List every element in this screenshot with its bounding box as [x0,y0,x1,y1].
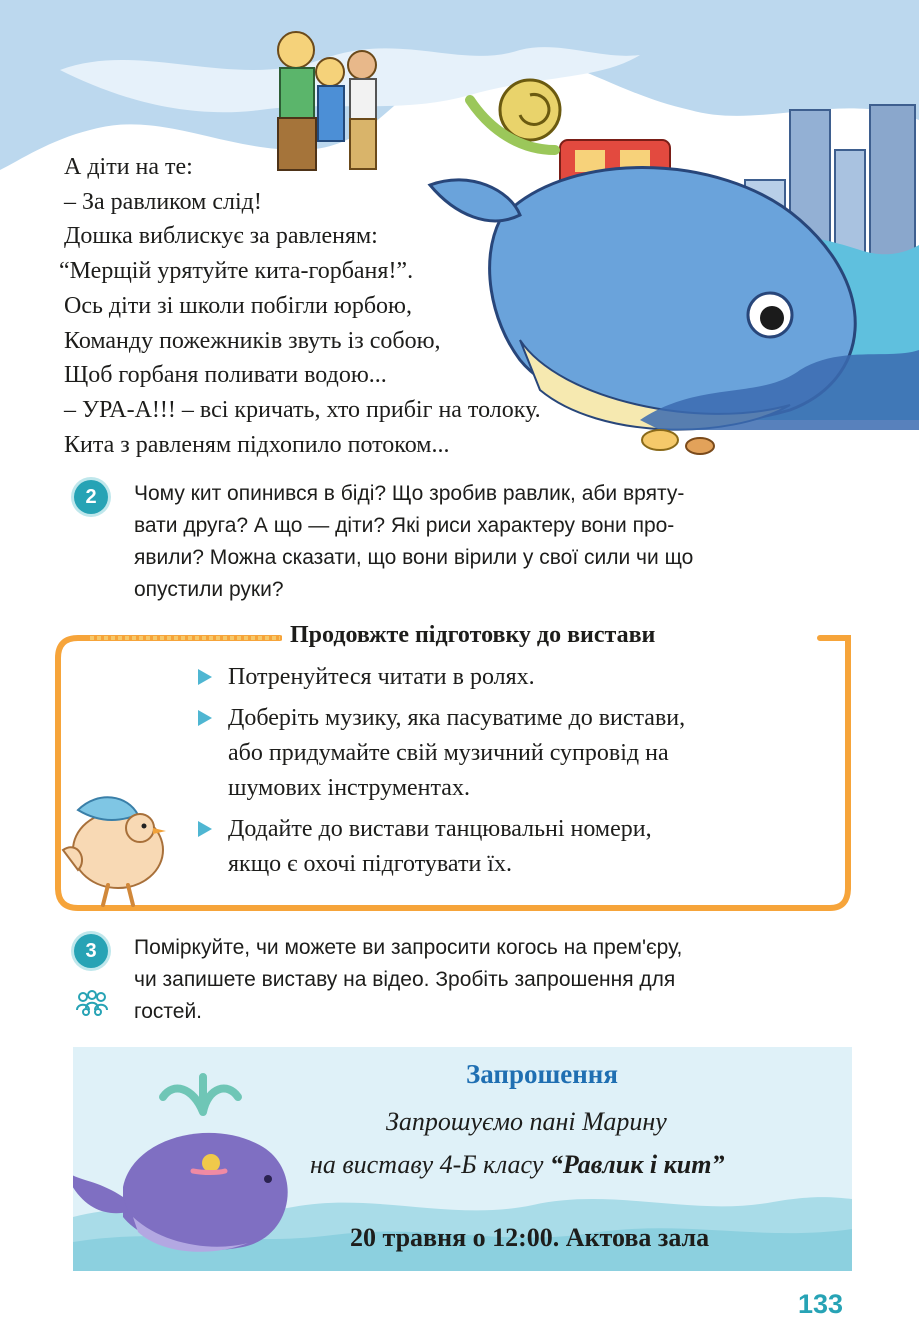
question-line: Чому кит опинився в біді? Що зробив равлик, аби вряту- [134,482,685,505]
list-item-line: Додайте до вистави танцювальні номери, [228,816,652,842]
page-number: 133 [798,1289,844,1319]
triangle-bullet-icon [198,710,212,726]
invitation-line-1: Запрошуємо пані Марину [386,1107,667,1136]
list-item [198,660,818,695]
list-item [198,812,818,882]
task-box-title: Продовжте підготовку до вистави [282,620,663,650]
list-item-line: або придумайте свій музичний супровід на [228,740,669,766]
question-3-text [134,932,854,1028]
poem-line: – УРА-А!!! – всі кричать, хто прибіг на толоку. [64,396,541,423]
invitation-line-2-prefix: на виставу 4-Б класу [310,1150,550,1179]
poem-line: – За равликом слід! [64,188,262,215]
group-work-icon [74,990,110,1020]
question-line: чи запишете виставу на відео. Зробіть запрошення для [134,968,676,991]
question-line: гостей. [134,1000,203,1023]
poem-line: А діти на те: [64,154,193,180]
question-line: явили? Можна сказати, що вони вірили у свої сили чи що [134,546,694,569]
whale-icon [73,1067,323,1257]
invitation-card [73,1047,852,1271]
list-item-line: шумових інструментах. [228,775,470,801]
question-line: опустили руки? [134,578,284,601]
list-item-line: Доберіть музику, яка пасуватиме до вистави, [228,705,686,731]
poem-line: “Мерщій урятуйте кита-горбаня!”. [59,258,414,285]
poem [59,150,664,462]
poem-line: Дошка виблискує за равленям: [64,223,378,250]
question-number-badge: 2 [74,480,108,514]
poem-line: Ось діти зі школи побігли юрбою, [64,292,412,319]
play-title: “Равлик і кит” [549,1150,725,1179]
invitation-line-2 [310,1150,724,1180]
poem-line: Щоб горбаня поливати водою... [64,362,387,389]
invitation-title: Запрошення [466,1059,618,1089]
question-2-text [134,478,854,606]
question-line: Поміркуйте, чи можете ви запросити когось на прем'єру, [134,936,683,959]
list-item [198,701,818,806]
task-list [198,660,818,882]
bird-icon [48,770,178,910]
triangle-bullet-icon [198,669,212,685]
list-item-line: Потренуйтеся читати в ролях. [228,664,535,690]
poem-line: Команду пожежників звуть із собою, [64,327,441,354]
question-number-badge: 3 [74,934,108,968]
invitation-date-place: 20 травня о 12:00. Актова зала [350,1223,710,1252]
poem-line: Кита з равленям підхопило потоком... [64,431,450,458]
triangle-bullet-icon [198,821,212,837]
list-item-line: якщо є охочі підготувати їх. [228,851,512,877]
question-line: вати друга? А що — діти? Які риси характеру вони про- [134,514,675,537]
